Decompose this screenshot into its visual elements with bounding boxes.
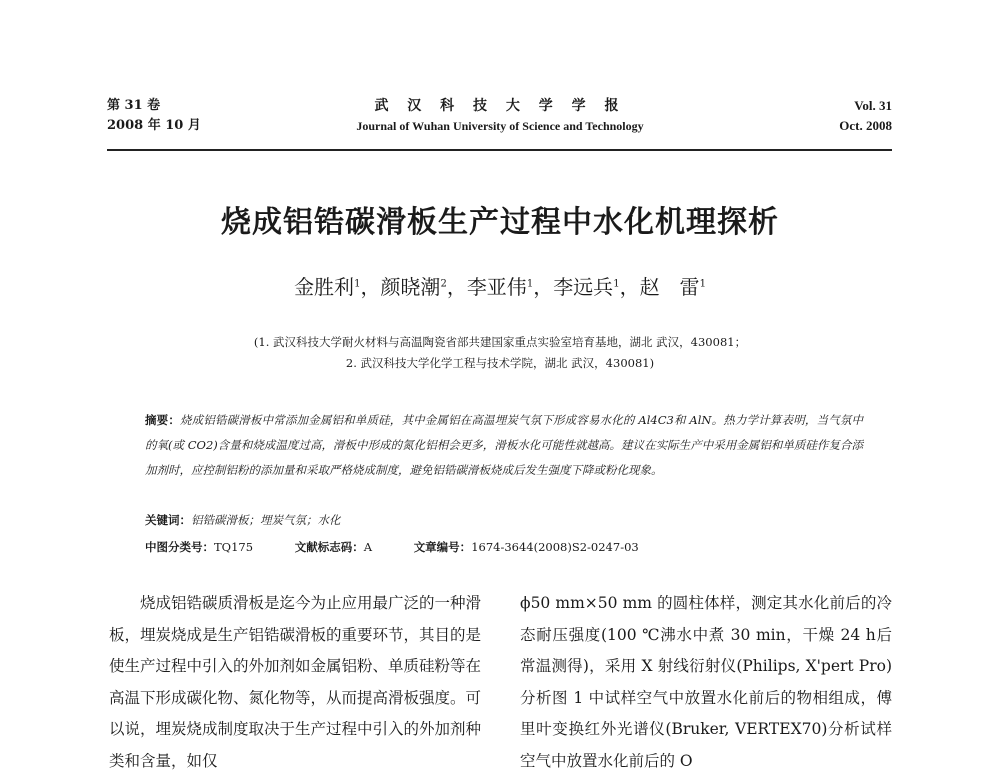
author: 金胜利$^1$ [294, 275, 361, 299]
journal-name-cn: 武 汉 科 技 大 学 学 报 [374, 98, 626, 114]
abstract [145, 408, 863, 483]
keywords-label: 关键词： [145, 513, 191, 527]
body-paragraph: ϕ50 mm×50 mm 的圆柱体样，测定其水化前后的冷态耐压强度(100 ℃沸水中煮 30 min，干燥 24 h后常温测得)，采用 X 射线衍射仪(Philips, X'pert Pro)分析图 1 中试样空气中放置水化前后的物相组成，傅里叶变换红外光谱仪(Bruker, VERTEX70)分析试样空气中放置水化前后的 O [520, 594, 892, 770]
article-number-value: 1674-3644(2008)S2-0247-03 [471, 540, 639, 554]
author: 赵 雷$^1$ [639, 275, 706, 299]
author: 颜晓潮$^2$ [380, 275, 447, 299]
date-cn: 2008 年 10 月 [107, 118, 201, 133]
journal-name-en: Journal of Wuhan University of Science and Technology [356, 119, 644, 133]
clc-value: TQ175 [214, 540, 254, 554]
affiliation-line: 2. 武汉科技大学化学工程与技术学院，湖北 武汉，430081) [345, 356, 655, 370]
article-number-label: 文章编号： [413, 540, 472, 554]
keywords-text: 铝锆碳滑板；埋炭气氛；水化 [191, 513, 341, 527]
body-paragraph: 烧成铝锆碳质滑板是迄今为止应用最广泛的一种滑板，埋炭烧成是生产铝锆碳滑板的重要环节，其目的是使生产过程中引入的外加剂如金属铝粉、单质硅粉等在高温下形成碳化物、氮化物等，从而提高滑板强度。可以说，埋炭烧成制度取决于生产过程中引入的外加剂种类和含量，如仅 [109, 594, 482, 770]
paper-title: 烧成铝锆碳滑板生产过程中水化机理探析 [221, 205, 779, 240]
volume-cn: 第 31 卷 [107, 98, 161, 113]
volume-en: Vol. 31 [854, 98, 892, 113]
affiliation-line: (1. 武汉科技大学耐火材料与高温陶瓷省部共建国家重点实验室培育基地，湖北 武汉，430081； [253, 335, 747, 349]
author: 李远兵$^1$ [553, 275, 620, 299]
abstract-text: 烧成铝锆碳滑板中常添加金属铝和单质硅，其中金属铝在高温埋炭气氛下形成容易水化的 Al4C3和 AlN。热力学计算表明，当气氛中的氧(或 CO2)含量和烧成温度过高，滑板中形成的氮化铝相会更多，滑板水化可能性就越高。建议在实际生产中采用金属铝和单质硅作复合添加剂时，应控制铝粉的添加量和采取严格烧成制度，避免铝锆碳滑板烧成后发生强度下降或粉化现象。 [145, 413, 864, 477]
header-right [839, 96, 892, 136]
keywords [145, 510, 341, 530]
date-en: Oct. 2008 [839, 118, 892, 133]
doc-code-value: A [363, 540, 373, 554]
author-list: 金胜利$^1$，颜晓潮$^2$，李亚伟$^1$，李远兵$^1$，赵 雷$^1$ [294, 275, 706, 299]
affiliations [0, 332, 1000, 374]
body-column-left [109, 588, 481, 777]
body-column-right [520, 588, 892, 777]
author: 李亚伟$^1$ [466, 275, 534, 299]
header-rule [107, 149, 892, 151]
abstract-label: 摘要： [145, 413, 180, 427]
classification-row [145, 537, 639, 557]
clc-label: 中图分类号： [145, 540, 214, 554]
doc-code-label: 文献标志码： [294, 540, 364, 554]
